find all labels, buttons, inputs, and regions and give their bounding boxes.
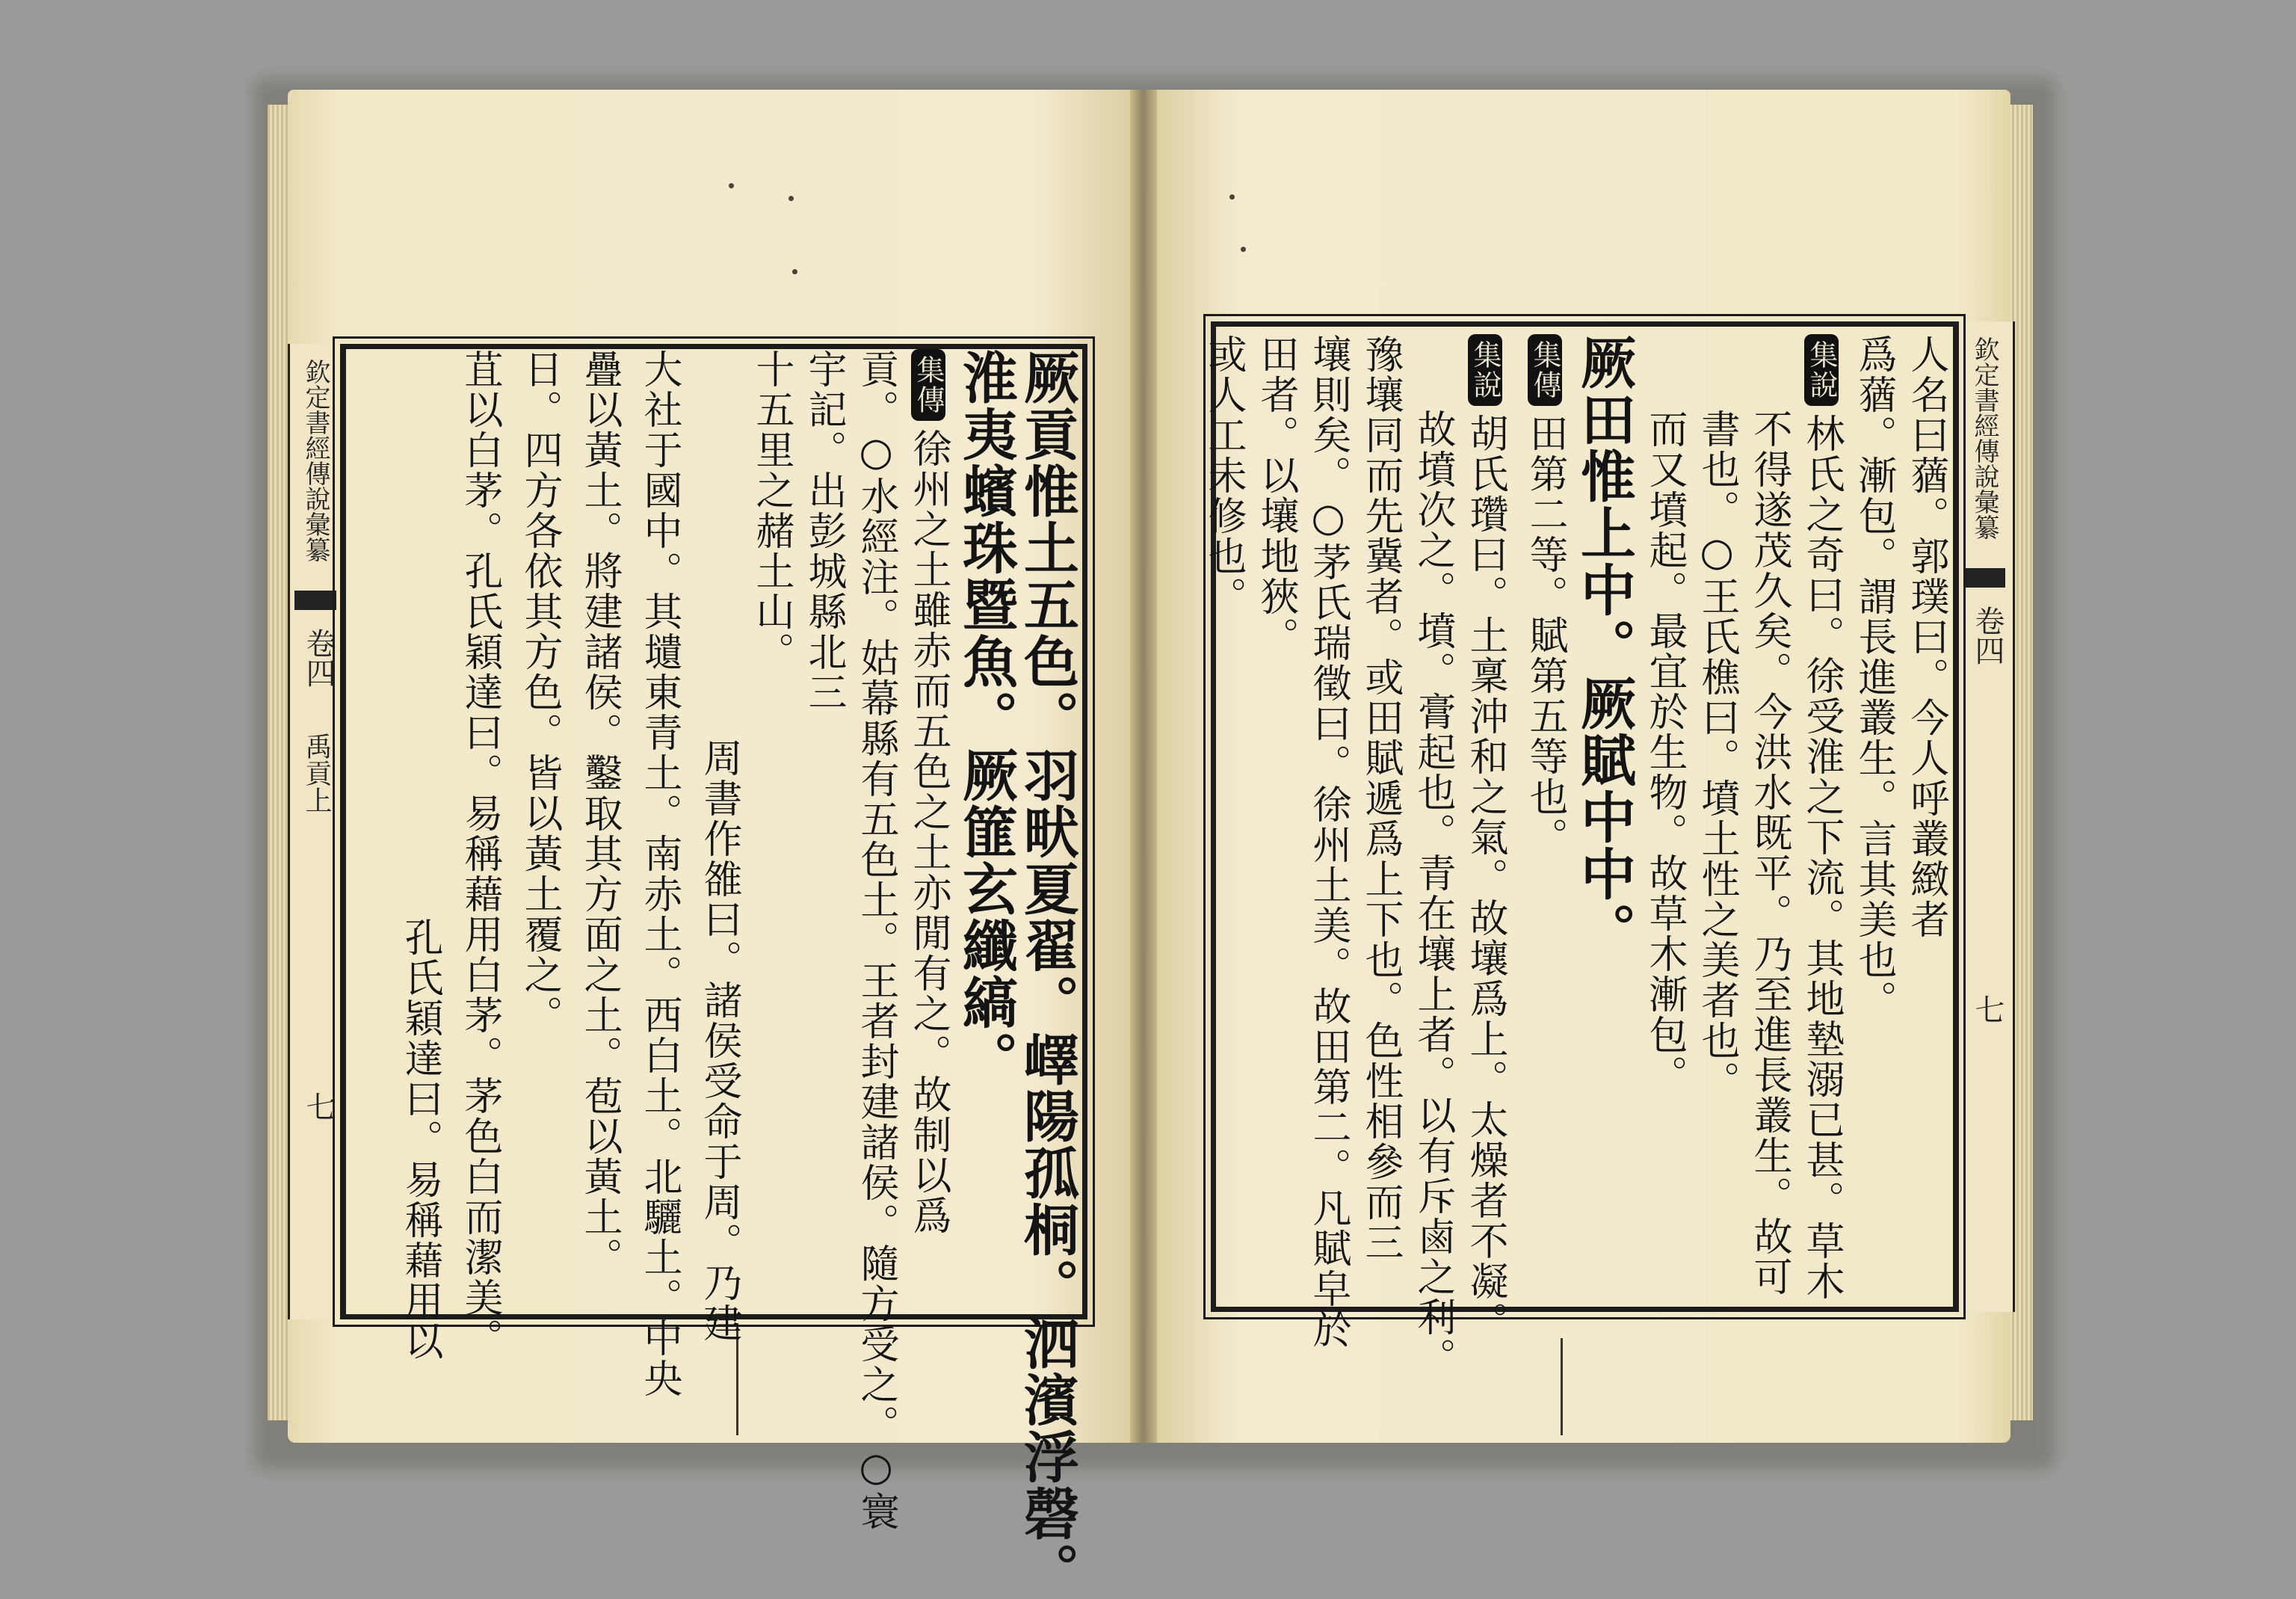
spine-page-number: 七 xyxy=(301,1091,336,1121)
jizhuan-badge: 集傳 xyxy=(911,349,945,421)
spine-volume: 卷四 xyxy=(1970,606,2005,665)
commentary-column xyxy=(906,349,951,1236)
left-text-frame xyxy=(340,344,1087,1599)
spine-page-number: 七 xyxy=(1970,994,2005,1024)
commentary-text: 胡氏瓚曰。土稟沖和之氣。故壤爲上。太燥者不凝。 xyxy=(1463,413,1507,1342)
commentary-column: 壤則矣。○茅氏瑞徵曰。徐州土美。故田第二。凡賦皁於 xyxy=(1306,334,1351,1349)
heading-line: 淮夷蠙珠暨魚。厥篚玄纖縞。 xyxy=(954,349,1018,1088)
wormhole-mark xyxy=(1241,247,1246,252)
commentary-text: 田第二等。賦第五等也。 xyxy=(1522,413,1567,857)
heading-line: 厥田惟上中。厥賦中中。 xyxy=(1572,334,1636,959)
commentary-column: 人名曰蕕。郭璞曰。今人呼叢緻者 xyxy=(1904,334,1948,940)
commentary-column: 周書作雒曰。諸侯受命于周。乃建 xyxy=(697,738,741,1343)
spine-title: 欽定書經傳說彙纂 xyxy=(300,359,330,562)
commentary-column: 爲蕕。漸包。謂長進叢生。言其美也。 xyxy=(1851,334,1896,1020)
commentary-column: 日。四方各依其方色。皆以黃土覆之。 xyxy=(517,349,562,1035)
fishtail-mark xyxy=(1963,568,2005,588)
spine-title: 欽定書經傳說彙纂 xyxy=(1969,336,1999,540)
spine-section: 禹貢上 xyxy=(301,733,332,813)
commentary-column: 大社于國中。其壝東青土。南赤土。西白土。北驪土。中央 xyxy=(637,349,682,1399)
commentary-column: 疊以黃土。將建諸侯。鑿取其方面之土。苞以黃土。 xyxy=(577,349,622,1278)
commentary-column: 貢。○水經注。姑幕縣有五色土。王者封建諸侯。隨方受之。○寰 xyxy=(854,349,898,1532)
heading-line: 厥貢惟土五色。羽畎夏翟。嶧陽孤桐。泗濱浮磬。 xyxy=(1015,349,1079,1599)
commentary-column: 宇記。出彭城縣北三 xyxy=(801,349,846,712)
jizhuan-badge: 集傳 xyxy=(1528,334,1562,406)
commentary-column: 或人工未修也。 xyxy=(1201,334,1246,617)
commentary-column: 十五里之赭土山。 xyxy=(749,349,794,672)
jishuo-badge: 集說 xyxy=(1468,334,1502,406)
right-spine-margin xyxy=(1957,321,2015,1312)
fishtail-mark xyxy=(294,591,336,610)
commentary-column: 孔氏穎達曰。易稱藉用以 xyxy=(398,917,442,1361)
commentary-column: 豫壤同而先冀者。或田賦遞爲上下也。色性相參而三 xyxy=(1358,334,1403,1263)
page-crack xyxy=(1561,1338,1563,1435)
commentary-column xyxy=(1463,334,1507,1342)
commentary-column: 故墳次之。墳。膏起也。青在壤上者。以有斥鹵之利。 xyxy=(1410,409,1455,1378)
commentary-column: 田者。以壤地狹。 xyxy=(1253,334,1298,657)
commentary-text: 徐州之土雖赤而五色之土亦閒有之。故制以爲 xyxy=(906,428,951,1236)
wormhole-mark xyxy=(729,183,734,188)
commentary-column: 苴以白茅。孔氏穎達曰。易稱藉用白茅。茅色白而潔美。 xyxy=(457,349,502,1358)
commentary-column xyxy=(1522,334,1567,857)
spine-volume: 卷四 xyxy=(301,628,336,688)
commentary-column: 書也。○王氏樵曰。墳土性之美者也。 xyxy=(1694,409,1739,1101)
wormhole-mark xyxy=(1229,194,1235,200)
commentary-column: 而又墳起。最宜於生物。故草木漸包。 xyxy=(1642,409,1687,1095)
wormhole-mark xyxy=(792,269,797,274)
wormhole-mark xyxy=(789,196,794,201)
left-spine-margin xyxy=(288,344,346,1319)
commentary-column: 不得遂茂久矣。今洪水既平。乃至進長叢生。故可 xyxy=(1747,409,1792,1297)
commentary-column xyxy=(1799,334,1844,1301)
jishuo-badge: 集說 xyxy=(1804,334,1839,406)
right-text-frame xyxy=(1201,321,1958,1378)
book-gutter xyxy=(1130,90,1157,1443)
commentary-text: 林氏之奇曰。徐受淮之下流。其地墊溺已甚。草木 xyxy=(1799,413,1844,1301)
